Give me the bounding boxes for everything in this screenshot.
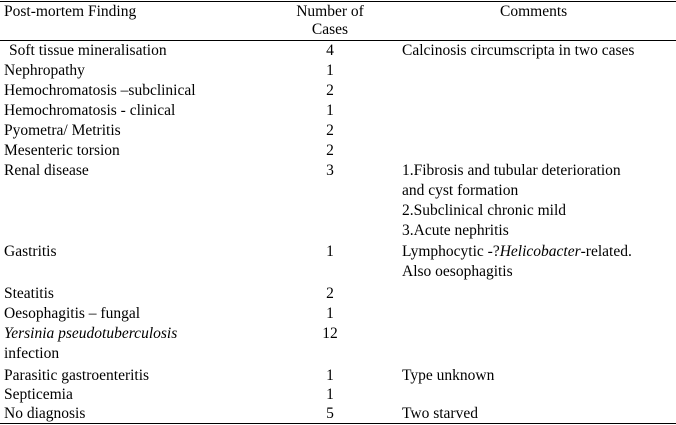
cases-cell: 2 [326,285,334,302]
cases-cell: 3 [326,162,334,179]
comment-line: Also oesophagitis [402,263,513,280]
cases-cell: 1 [326,102,334,119]
finding-cell: Mesenteric torsion [4,142,120,159]
comment-cell: Calcinosis circumscripta in two cases [402,42,635,59]
cases-cell: 12 [322,325,338,342]
cases-cell: 5 [326,405,334,422]
comment-line: and cyst formation [402,182,519,199]
finding-cell: Gastritis [4,243,57,260]
finding-cell: Parasitic gastroenteritis [4,367,150,384]
cases-cell: 4 [326,42,334,59]
comment-italic: Helicobacter [499,243,581,260]
finding-cell: No diagnosis [4,405,86,422]
header-cases-line2: Cases [311,21,349,38]
header-cases [282,3,378,39]
comment-prefix: Lymphocytic -? [402,243,500,260]
comment-line [402,242,674,262]
finding-line2: infection [4,345,60,362]
comment-cell [402,161,674,241]
finding-cell: Nephropathy [4,62,85,79]
comment-line: 2.Subclinical chronic mild [402,202,567,219]
table-bottom-rule [0,423,676,424]
comment-cell: Two starved [402,405,478,422]
comment-suffix: -related. [580,243,632,260]
cases-cell: 1 [326,367,334,384]
cases-cell: 1 [326,386,334,403]
finding-cell: Septicemia [4,386,73,403]
comment-cell [402,242,674,282]
finding-cell: Soft tissue mineralisation [9,42,167,59]
cases-cell: 2 [326,122,334,139]
comment-cell: Type unknown [402,367,495,384]
cases-cell: 2 [326,82,334,99]
cases-cell: 1 [326,62,334,79]
cases-cell: 2 [326,142,334,159]
finding-cell: Pyometra/ Metritis [4,122,121,139]
finding-cell: Hemochromatosis –subclinical [4,82,196,99]
cases-cell: 1 [326,305,334,322]
header-comments: Comments [500,3,568,20]
finding-cell [4,324,274,364]
finding-cell: Renal disease [4,162,89,179]
comment-line: 3.Acute nephritis [402,222,509,239]
finding-cell: Steatitis [4,285,54,302]
comment-line: 1.Fibrosis and tubular deterioration [402,162,621,179]
finding-cell: Hemochromatosis - clinical [4,102,176,119]
finding-cell: Oesophagitis – fungal [4,305,141,322]
cases-cell: 1 [326,243,334,260]
header-finding: Post-mortem Finding [4,3,137,20]
table-top-rule [0,1,676,2]
finding-italic: Yersinia pseudotuberculosis [4,325,178,342]
header-cases-line1: Number of [296,3,364,20]
